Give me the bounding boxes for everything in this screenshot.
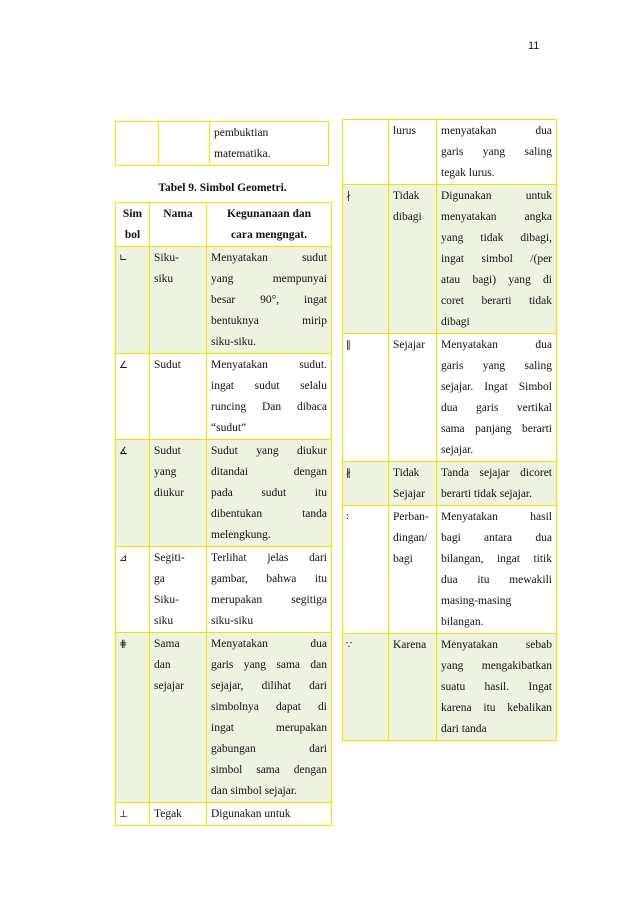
description-cell — [437, 506, 557, 634]
description-line: gambar, bahwa itu — [211, 573, 327, 585]
description-cell — [207, 354, 332, 440]
description-line: simbolnya dapat di — [211, 701, 327, 713]
name-line: dibagi — [393, 211, 422, 223]
name-line: Siku- — [154, 594, 179, 606]
table-header-row — [116, 203, 332, 247]
symbol-cell: ∟ — [116, 247, 150, 354]
description-line: merupakan segitiga — [211, 594, 327, 606]
description-line: Menyatakan sebab — [441, 639, 552, 651]
description-cell — [207, 440, 332, 547]
description-line: Tanda sejajar dicoret — [441, 467, 552, 479]
table-row — [116, 633, 332, 803]
name-cell — [389, 634, 437, 741]
table-row — [116, 440, 332, 547]
description-line: besar 90°, ingat — [211, 294, 327, 306]
description-line: runcing Dan dibaca — [211, 401, 327, 413]
table-row — [343, 506, 557, 634]
description-cell — [437, 120, 557, 185]
table-row — [116, 247, 332, 354]
description-line: garis yang saling — [441, 360, 552, 372]
description-line: sejajar, dilihat dari — [211, 680, 327, 692]
description-line: bilangan. — [441, 616, 484, 628]
description-line: Menyatakan dua — [441, 339, 552, 351]
description-line: bagi antara dua — [441, 532, 552, 544]
table-row — [343, 120, 557, 185]
description-line: bentuknya mirip — [211, 315, 327, 327]
name-cell — [150, 547, 207, 633]
symbol-cell: ⋕ — [116, 633, 150, 803]
description-cell — [437, 462, 557, 506]
name-cell — [389, 334, 437, 462]
description-cell — [437, 634, 557, 741]
symbol-table-left — [115, 202, 332, 826]
name-line: yang — [154, 466, 177, 478]
name-line: Tidak — [393, 190, 420, 202]
name-line: Tegak — [154, 808, 182, 820]
symbol-cell: ∡ — [116, 440, 150, 547]
symbol-cell: ⊥ — [116, 803, 150, 826]
description-line: atau bagi) yang di — [441, 274, 552, 286]
symbol-cell: ∶ — [343, 506, 389, 634]
name-line: lurus — [393, 125, 416, 137]
name-line: bagi — [393, 553, 413, 565]
name-cell — [159, 122, 210, 166]
description-line: Sudut yang diukur — [211, 445, 327, 457]
description-line: dari tanda — [441, 723, 487, 735]
header-name: Nama — [150, 203, 207, 247]
description-line: simbol sama dengan — [211, 764, 327, 776]
description-line: Terlihat jelas dari — [211, 552, 327, 564]
description-line: menyatakan angka — [441, 211, 552, 223]
name-cell — [389, 120, 437, 185]
description-line: dua garis vertikal — [441, 402, 552, 414]
table-row — [343, 462, 557, 506]
name-cell — [389, 462, 437, 506]
description-line: dan simbol sejajar. — [211, 785, 297, 797]
description-cell — [437, 185, 557, 334]
description-line: Digunakan untuk — [211, 808, 291, 820]
header-description: Kegunanaan dan cara mengngat. — [207, 203, 332, 247]
table-row — [116, 354, 332, 440]
description-line: yang tidak dibagi, — [441, 232, 552, 244]
description-line: gabungan dari — [211, 743, 327, 755]
description-line: suatu hasil. Ingat — [441, 681, 552, 693]
table-row — [343, 185, 557, 334]
name-cell — [150, 633, 207, 803]
name-cell — [150, 354, 207, 440]
header-symbol: Sim bol — [116, 203, 150, 247]
table-caption: Tabel 9. Simbol Geometri. — [158, 182, 287, 194]
description-line: Menyatakan dua — [211, 638, 327, 650]
name-cell — [389, 506, 437, 634]
name-line: Sama — [154, 638, 180, 650]
name-line: Perban- — [393, 511, 429, 523]
description-line: dua itu mewakili — [441, 574, 552, 586]
description-line: dibagi — [441, 316, 470, 328]
description-line: dibentukan tanda — [211, 508, 327, 520]
description-line: ingat simbol /(per — [441, 253, 552, 265]
description-line: menyatakan dua — [441, 125, 552, 137]
symbol-cell: ∤ — [343, 185, 389, 334]
symbol-cell: ∥ — [343, 334, 389, 462]
description-cell — [437, 334, 557, 462]
description-line: “sudut” — [211, 422, 247, 434]
description-line: Menyatakan sudut — [211, 252, 327, 264]
name-line: ga — [154, 573, 165, 585]
description-line: garis yang saling — [441, 146, 552, 158]
symbol-cell: ∦ — [343, 462, 389, 506]
description-line: siku-siku. — [211, 336, 257, 348]
description-line: Menyatakan hasil — [441, 511, 552, 523]
name-cell — [150, 803, 207, 826]
table-row — [343, 634, 557, 741]
description-line: garis yang sama dan — [211, 659, 327, 671]
symbol-cell — [343, 120, 389, 185]
description-line: karena itu kebalikan — [441, 702, 552, 714]
name-line: Tidak — [393, 467, 420, 479]
description-line: Menyatakan sudut. — [211, 359, 327, 371]
name-line: siku — [154, 273, 174, 285]
description-line: melengkung. — [211, 529, 271, 541]
description-line: coret berarti tidak — [441, 295, 552, 307]
name-line: siku — [154, 615, 174, 627]
description-line: yang mempunyai — [211, 273, 327, 285]
name-line: sejajar — [154, 680, 185, 692]
description-cell — [207, 547, 332, 633]
name-line: dan — [154, 659, 171, 671]
description-line: masing-masing — [441, 595, 512, 607]
symbol-table-right — [342, 119, 557, 741]
symbol-cell: ∠ — [116, 354, 150, 440]
name-line: Sudut — [154, 445, 181, 457]
description-line: ingat sudut selalu — [211, 380, 327, 392]
name-line: Sejajar — [393, 488, 425, 500]
description-line: bilangan, ingat titik — [441, 553, 552, 565]
description-cell — [207, 633, 332, 803]
description-line: sejajar. — [441, 444, 474, 456]
symbol-cell — [116, 122, 159, 166]
table-row — [116, 803, 332, 826]
description-line: sejajar. Ingat Simbol — [441, 381, 552, 393]
page-number: 11 — [528, 40, 540, 52]
table-row — [343, 334, 557, 462]
description-cell — [207, 803, 332, 826]
description-line: berarti tidak sejajar. — [441, 488, 533, 500]
description-line: tegak lurus. — [441, 167, 495, 179]
name-cell — [150, 247, 207, 354]
description-line: ingat merupakan — [211, 722, 327, 734]
name-line: diukur — [154, 487, 185, 499]
name-line: Sejajar — [393, 339, 425, 351]
name-cell — [150, 440, 207, 547]
table-row — [116, 122, 329, 166]
name-line: Siku- — [154, 252, 179, 264]
description-cell: pembuktian matematika. — [210, 122, 329, 166]
description-line: Digunakan untuk — [441, 190, 552, 202]
name-cell — [389, 185, 437, 334]
name-line: Segiti- — [154, 552, 185, 564]
name-line: Sudut — [154, 359, 181, 371]
description-line: ditandai dengan — [211, 466, 327, 478]
description-cell — [207, 247, 332, 354]
description-line: sama panjang berarti — [441, 423, 552, 435]
symbol-cell: ⊿ — [116, 547, 150, 633]
description-line: pada sudut itu — [211, 487, 327, 499]
name-line: dingan/ — [393, 532, 428, 544]
name-line: Karena — [393, 639, 427, 651]
table-row — [116, 547, 332, 633]
description-line: siku-siku — [211, 615, 254, 627]
symbol-cell: ∵ — [343, 634, 389, 741]
table-fragment-top — [115, 121, 329, 166]
description-line: yang mengakibatkan — [441, 660, 552, 672]
